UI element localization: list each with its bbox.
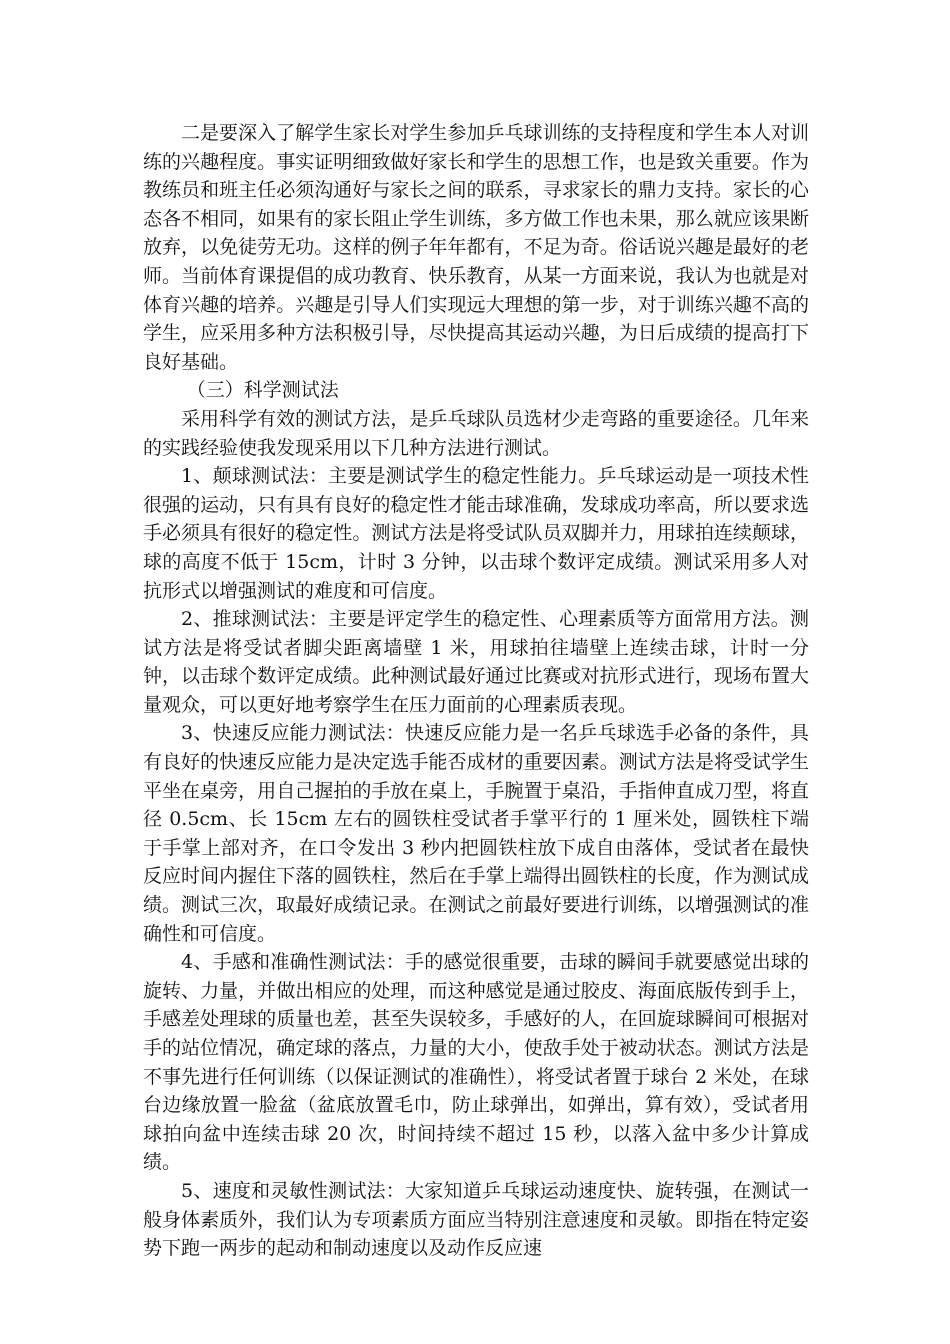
paragraph-testing-intro: 采用科学有效的测试方法，是乒乓球队员选材少走弯路的重要途径。几年来的实践经验使我发现采用以下几种方法进行测试。 [143,407,809,459]
paragraph-reaction-test: 3、快速反应能力测试法：快速反应能力是一名乒乓球选手必备的条件，具有良好的快速反应能力是决定选手能否成材的重要因素。测试方法是将受试学生平坐在桌旁，用自己握拍的手放在桌上，手腕置于桌沿，手指伸直成刀型，将直径 0.5cm、长 15cm 左右的圆铁柱受试者手掌平行的 1 厘米处，圆铁柱下端于手掌上部对齐，在口令发出 3 秒内把圆铁柱放下成自由落体，受试者在最快反应时间内握住下落的圆铁柱，然后在手掌上端得出圆铁柱的长度，作为测试成绩。测试三次，取最好成绩记录。在测试之前最好要进行训练，以增强测试的准确性和可信度。 [143,722,809,945]
section-heading-scientific-testing: （三）科学测试法 [186,379,339,402]
body-text [143,119,809,1263]
paragraph-speed-agility-test: 5、速度和灵敏性测试法：大家知道乒乓球运动速度快、旋转强，在测试一般身体素质外，我们认为专项素质方面应当特别注意速度和灵敏。即指在特定姿势下跑一两步的起动和制动速度以及动作反应速 [143,1179,809,1260]
paragraph-hand-feel-test: 4、手感和准确性测试法：手的感觉很重要，击球的瞬间手就要感觉出球的旋转、力量，并做出相应的处理，而这种感觉是通过胶皮、海面底版传到手上，手感差处理球的质量也差，甚至失误较多，手感好的人，在回旋球瞬间可根据对手的站位情况，确定球的落点，力量的大小，使敌手处于被动状态。测试方法是不事先进行任何训练（以保证测试的准确性），将受试者置于球台 2 米处，在球台边缘放置一脸盆（盆底放置毛巾，防止球弹出，如弹出，算有效），受试者用球拍向盆中连续击球 20 次，时间持续不超过 15 秒，以落入盆中多少计算成绩。 [143,951,809,1174]
paragraph-parent-support: 二是要深入了解学生家长对学生参加乒乓球训练的支持程度和学生本人对训练的兴趣程度。事实证明细致做好家长和学生的思想工作，也是致关重要。作为教练员和班主任必须沟通好与家长之间的联系，寻求家长的鼎力支持。家长的心态各不相同，如果有的家长阻止学生训练，多方做工作也未果，那么就应该果断放弃，以免徒劳无功。这样的例子年年都有，不足为奇。俗话说兴趣是最好的老师。当前体育课提倡的成功教育、快乐教育，从某一方面来说，我认为也就是对体育兴趣的培养。兴趣是引导人们实现远大理想的第一步，对于训练兴趣不高的学生，应采用多种方法积极引导，尽快提高其运动兴趣，为日后成绩的提高打下良好基础。 [143,122,809,373]
paragraph-ball-bouncing-test: 1、颠球测试法：主要是测试学生的稳定性能力。乒乓球运动是一项技术性很强的运动，只有具有良好的稳定性才能击球准确，发球成功率高，所以要求选手必须具有很好的稳定性。测试方法是将受试队员双脚并力，用球拍连续颠球，球的高度不低于 15cm，计时 3 分钟，以击球个数评定成绩。测试采用多人对抗形式以增强测试的难度和可信度。 [143,465,809,602]
paragraph-ball-pushing-test: 2、推球测试法：主要是评定学生的稳定性、心理素质等方面常用方法。测试方法是将受试者脚尖距离墙壁 1 米，用球拍往墙壁上连续击球，计时一分钟，以击球个数评定成绩。此种测试最好通过比赛或对抗形式进行，现场布置大量观众，可以更好地考察学生在压力面前的心理素质表现。 [143,608,809,716]
